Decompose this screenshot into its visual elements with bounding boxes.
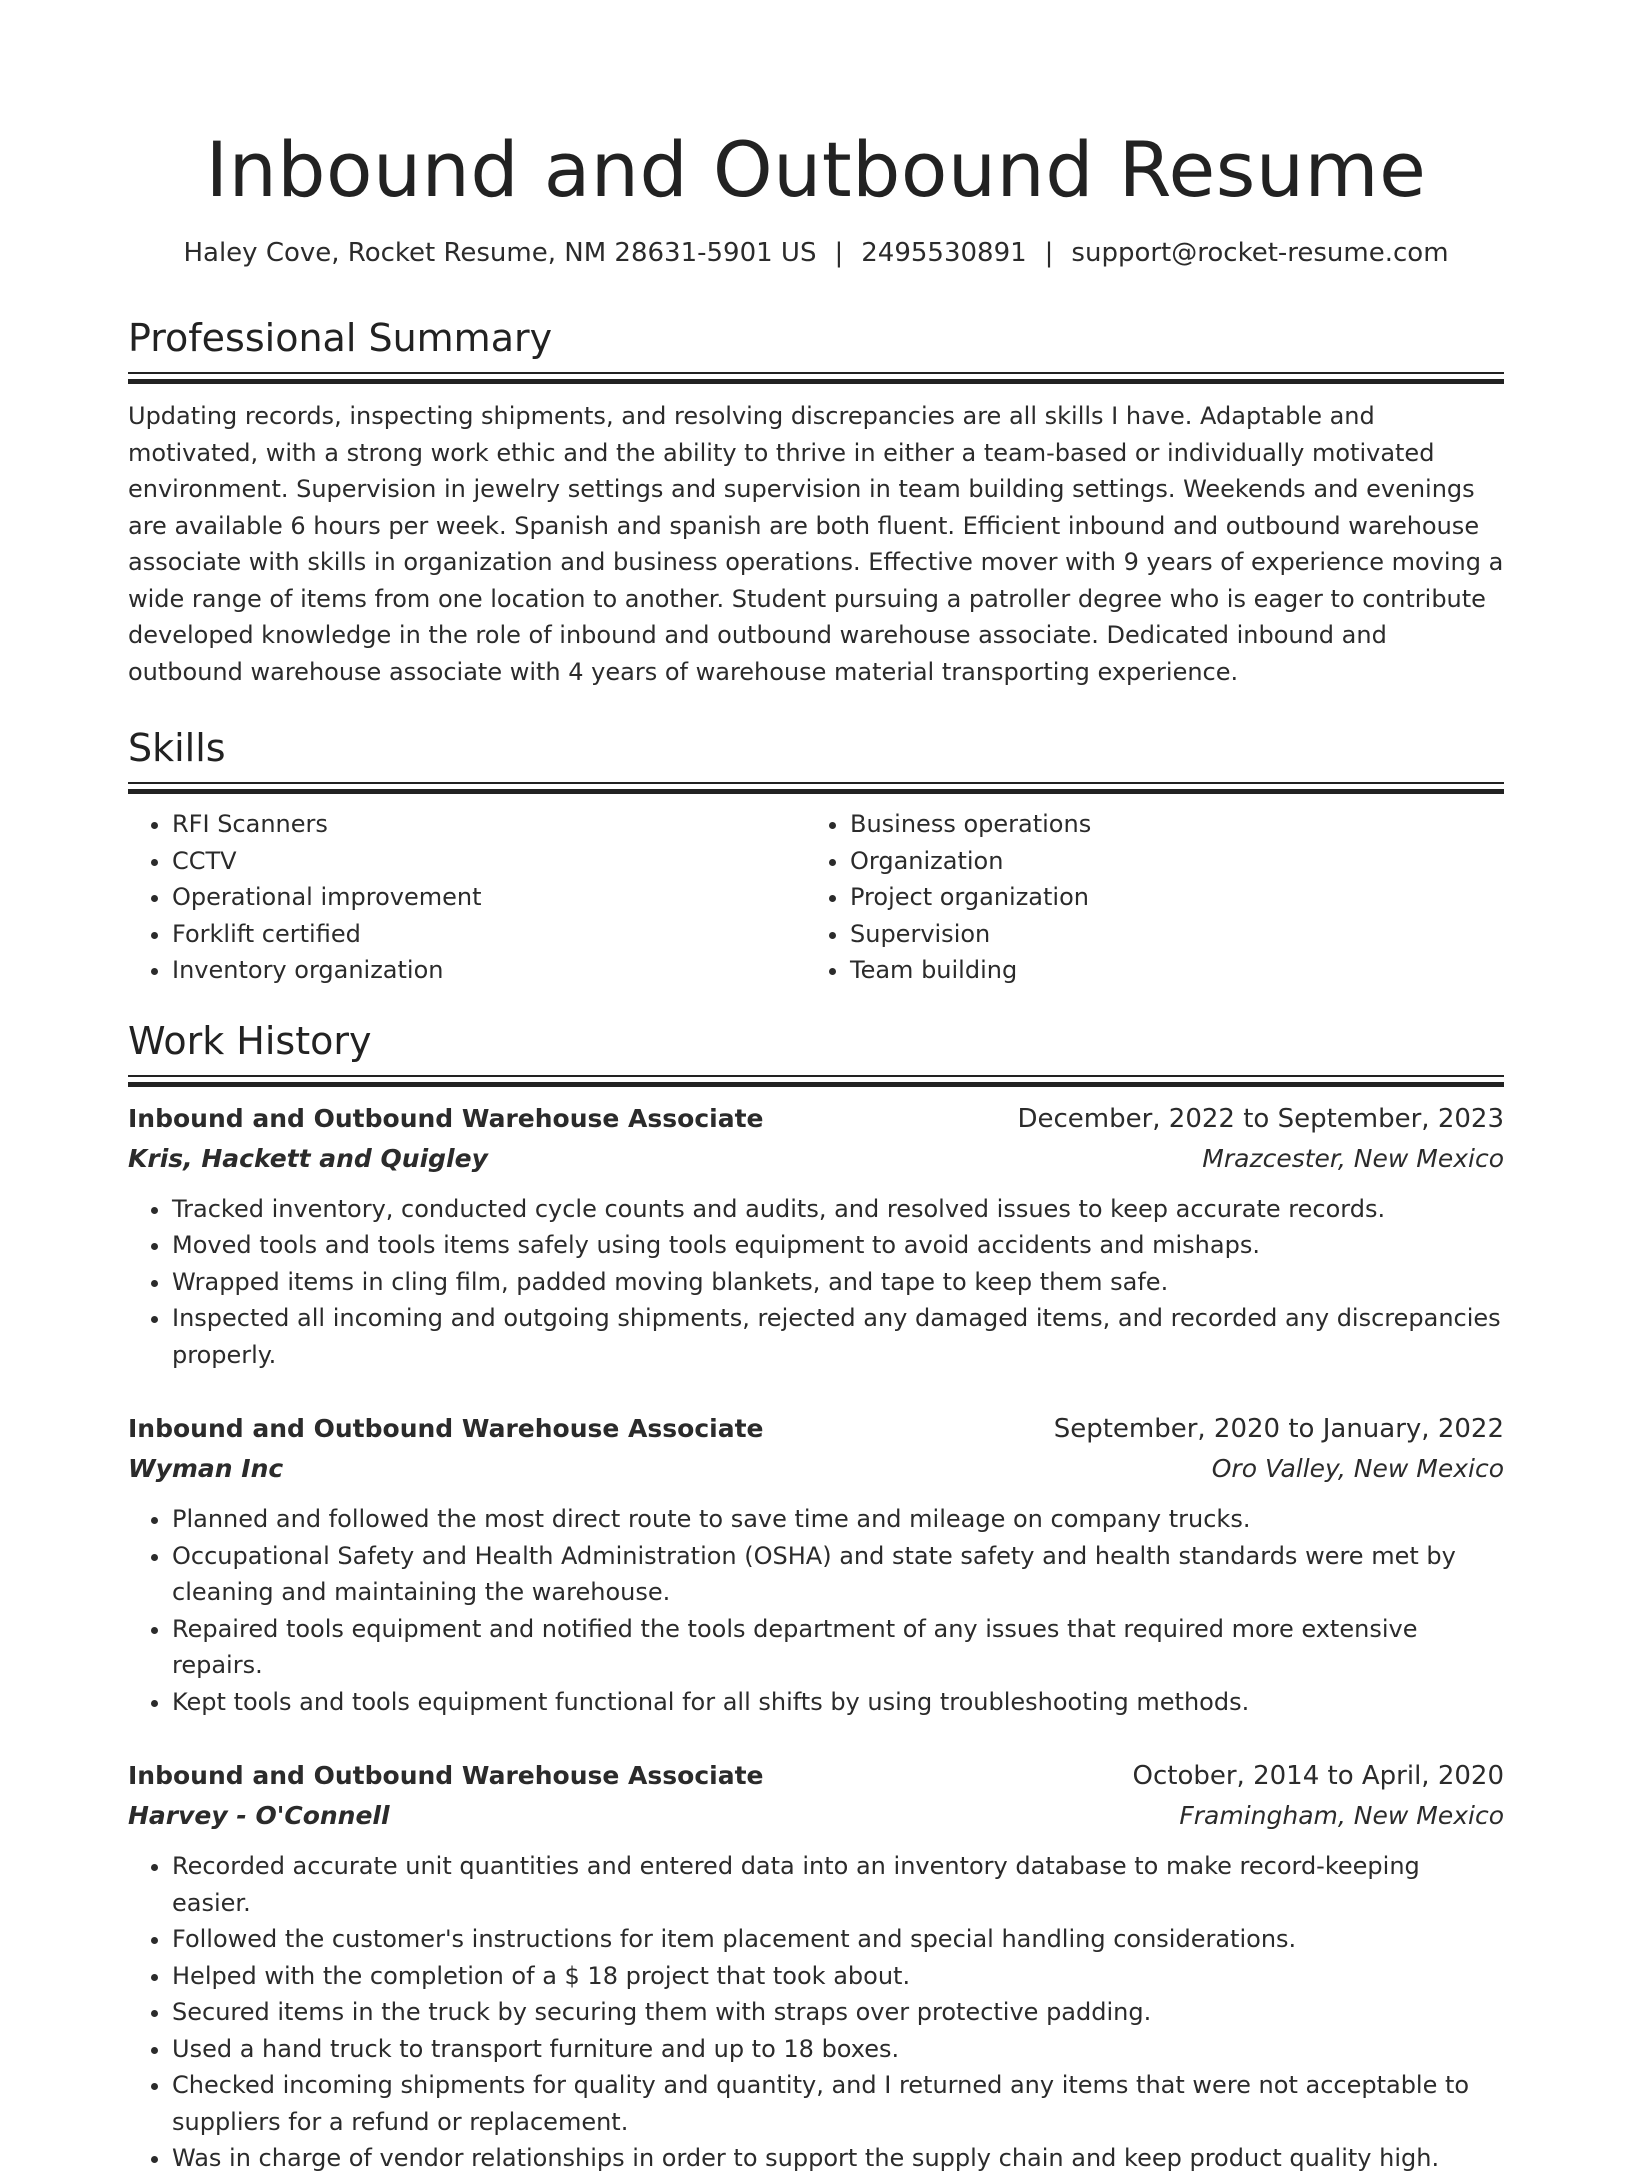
job-bullet: • Was in charge of vendor relationships in order to support the supply chain and keep product quality high. [172,2140,1504,2177]
job-company: Kris, Hackett and Quigley [128,1143,488,1173]
job-entry [128,1409,1504,1720]
skill-item: • RFI Scanners [172,806,806,843]
job-header-row [128,1409,1504,1449]
job-location: Mrazcester, New Mexico [1202,1143,1504,1173]
skill-item: • CCTV [172,843,806,880]
job-bullet: • Tracked inventory, conducted cycle counts and audits, and resolved issues to keep accurate records. [172,1191,1504,1228]
section-divider [128,1075,1504,1087]
skills-list-right [806,806,1484,989]
job-company-row [128,1139,1504,1179]
job-header-row [128,1099,1504,1139]
skill-item: • Supervision [850,916,1484,953]
job-bullet: • Used a hand truck to transport furniture and up to 18 boxes. [172,2031,1504,2068]
summary-text: Updating records, inspecting shipments, and resolving discrepancies are all skills I have. Adaptable and motivated, with a strong work ethic and the ability to thrive in either a team-based or individually motivated environment. Supervision in jewelry settings and supervision in team building settings. Weekends and evenings are available 6 hours per week. Spanish and spanish are both fluent. Efficient inbound and outbound warehouse associate with skills in organization and business operations. Effective mover with 9 years of experience moving a wide range of items from one location to another. Student pursuing a patroller degree who is eager to contribute developed knowledge in the role of inbound and outbound warehouse associate. Dedicated inbound and outbound warehouse associate with 4 years of warehouse material transporting experience. [128,402,1504,686]
contact-address: Haley Cove, Rocket Resume, NM 28631-5901 US [183,238,817,268]
skills-section [128,724,1504,989]
job-dates: December, 2022 to September, 2023 [1017,1103,1504,1134]
contact-separator: | [834,238,844,268]
job-entry [128,1099,1504,1374]
job-dates: September, 2020 to January, 2022 [1053,1414,1504,1444]
contact-separator: | [1044,238,1054,268]
section-heading-summary: Professional Summary [128,316,553,360]
section-heading-work: Work History [128,1018,372,1063]
job-title: Inbound and Outbound Warehouse Associate [128,1103,764,1133]
skill-item: • Inventory organization [172,952,806,989]
skill-item: • Organization [850,843,1484,880]
job-bullet: • Wrapped items in cling film, padded moving blankets, and tape to keep them safe. [172,1264,1504,1301]
job-company: Harvey - O'Connell [128,1801,390,1830]
job-bullet: • Followed the customer's instructions for item placement and special handling considerations. [172,1921,1504,1958]
job-company-row [128,1796,1504,1836]
skill-item: • Team building [850,952,1484,989]
skill-item: • Operational improvement [172,879,806,916]
job-bullet: • Checked incoming shipments for quality and quantity, and I returned any items that were not acceptable to suppliers for a refund or replacement. [172,2067,1504,2140]
contact-line [128,236,1504,270]
job-bullet: • Helped with the completion of a $ 18 project that took about. [172,1958,1504,1995]
job-bullet: • Moved tools and tools items safely using tools equipment to avoid accidents and mishaps. [172,1227,1504,1264]
skills-list-left [128,806,806,989]
job-bullets [128,1848,1504,2177]
job-title: Inbound and Outbound Warehouse Associate [128,1761,764,1790]
work-section [128,1017,1504,2177]
job-location: Oro Valley, New Mexico [1211,1454,1504,1483]
job-bullet: • Repaired tools equipment and notified the tools department of any issues that required more extensive repairs. [172,1611,1504,1684]
job-dates: October, 2014 to April, 2020 [1132,1761,1504,1791]
job-company: Wyman Inc [128,1454,284,1483]
job-bullet: • Occupational Safety and Health Administration (OSHA) and state safety and health standards were met by cleaning and maintaining the warehouse. [172,1538,1504,1611]
summary-section [128,314,1504,690]
skill-item: • Forklift certified [172,916,806,953]
job-bullet: • Inspected all incoming and outgoing shipments, rejected any damaged items, and recorded any discrepancies properly. [172,1300,1504,1373]
jobs-list [128,1099,1504,2177]
job-entry [128,1756,1504,2177]
job-company-row [128,1449,1504,1489]
job-title: Inbound and Outbound Warehouse Associate [128,1414,764,1443]
job-location: Framingham, New Mexico [1179,1801,1504,1830]
skills-columns [128,806,1504,989]
skill-item: • Business operations [850,806,1484,843]
job-bullet: • Planned and followed the most direct route to save time and mileage on company trucks. [172,1501,1504,1538]
job-header-row [128,1756,1504,1796]
section-divider [128,372,1504,384]
job-bullets [128,1191,1504,1374]
job-bullets [128,1501,1504,1720]
contact-email: support@rocket-resume.com [1071,238,1449,268]
job-bullet: • Secured items in the truck by securing them with straps over protective padding. [172,1994,1504,2031]
resume-title: Inbound and Outbound Resume [205,125,1427,214]
contact-phone: 2495530891 [861,238,1027,268]
resume-page [128,0,1504,2177]
section-divider [128,782,1504,794]
section-heading-skills: Skills [128,726,226,770]
job-bullet: • Kept tools and tools equipment functional for all shifts by using troubleshooting methods. [172,1684,1504,1721]
skill-item: • Project organization [850,879,1484,916]
job-bullet: • Recorded accurate unit quantities and entered data into an inventory database to make record-keeping easier. [172,1848,1504,1921]
